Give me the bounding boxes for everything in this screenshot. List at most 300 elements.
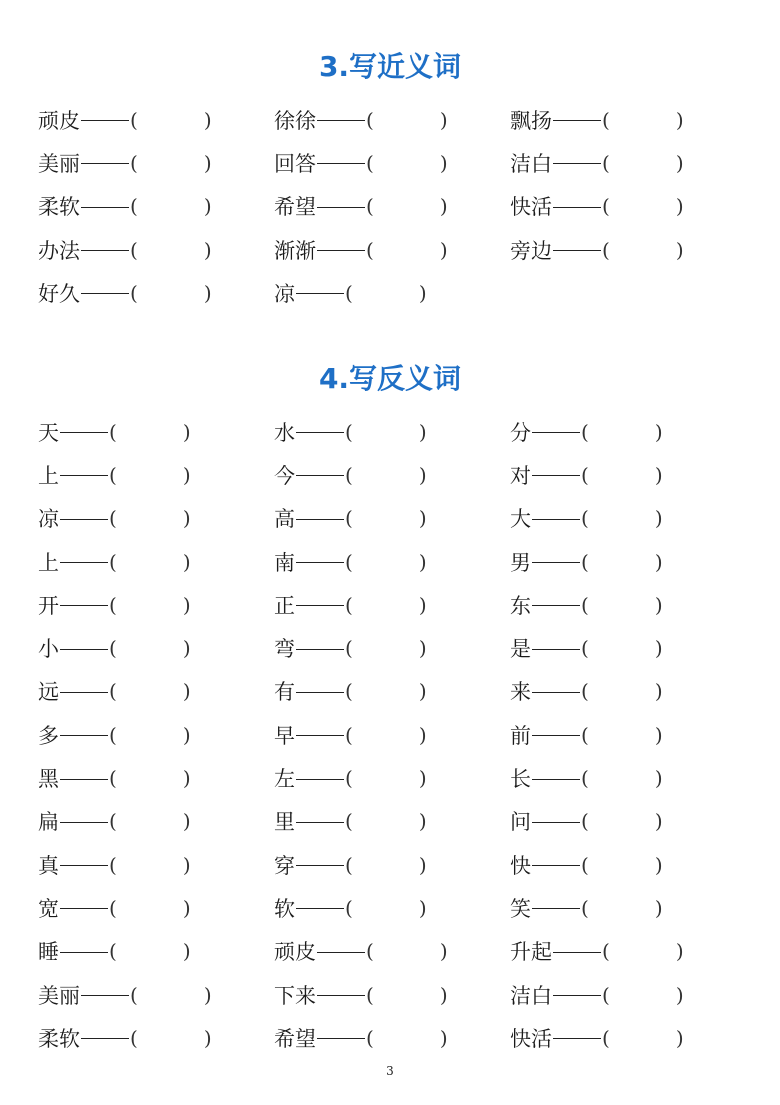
open-paren: (	[130, 107, 138, 132]
close-paren: )	[654, 549, 663, 574]
dash-line	[532, 519, 580, 520]
open-paren: (	[130, 237, 138, 262]
close-paren: )	[418, 809, 427, 834]
prompt-word: 上	[38, 550, 59, 575]
open-paren: (	[109, 722, 117, 747]
exercise-item	[510, 800, 663, 843]
close-paren: )	[675, 1025, 684, 1050]
prompt-word: 天	[38, 420, 59, 445]
open-paren: (	[366, 150, 374, 175]
dash-line	[81, 120, 129, 121]
antonym-exercise-grid	[38, 410, 758, 1059]
prompt-word: 多	[38, 723, 59, 748]
open-paren: (	[109, 462, 117, 487]
close-paren: )	[654, 852, 663, 877]
dash-line	[532, 475, 580, 476]
section-3-title: 3.写近义词	[318, 50, 462, 83]
dash-line	[553, 995, 601, 996]
close-paren: )	[439, 194, 448, 219]
exercise-row	[38, 713, 758, 756]
close-paren: )	[182, 549, 191, 574]
exercise-item	[38, 1016, 212, 1059]
open-paren: (	[345, 506, 353, 531]
close-paren: )	[182, 419, 191, 444]
open-paren: (	[581, 895, 589, 920]
dash-line	[60, 562, 108, 563]
open-paren: (	[581, 592, 589, 617]
close-paren: )	[675, 939, 684, 964]
exercise-item	[274, 228, 448, 271]
open-paren: (	[581, 462, 589, 487]
dash-line	[60, 649, 108, 650]
prompt-word: 软	[274, 896, 295, 921]
close-paren: )	[182, 939, 191, 964]
open-paren: (	[581, 636, 589, 661]
dash-line	[296, 293, 344, 294]
prompt-word: 宽	[38, 896, 59, 921]
dash-line	[317, 163, 365, 164]
prompt-word: 美丽	[38, 983, 80, 1008]
dash-line	[296, 519, 344, 520]
open-paren: (	[366, 1025, 374, 1050]
dash-line	[553, 250, 601, 251]
exercise-item	[274, 583, 427, 626]
exercise-item	[274, 185, 448, 228]
close-paren: )	[418, 592, 427, 617]
open-paren: (	[109, 592, 117, 617]
prompt-word: 飘扬	[510, 108, 552, 133]
close-paren: )	[418, 636, 427, 661]
prompt-word: 是	[510, 637, 531, 662]
prompt-word: 里	[274, 810, 295, 835]
dash-line	[81, 293, 129, 294]
exercise-item	[38, 453, 191, 496]
open-paren: (	[109, 636, 117, 661]
dash-line	[296, 779, 344, 780]
close-paren: )	[418, 679, 427, 704]
dash-line	[296, 865, 344, 866]
exercise-item	[38, 410, 191, 453]
exercise-row	[38, 98, 758, 141]
prompt-word: 顽皮	[38, 108, 80, 133]
exercise-row	[38, 756, 758, 799]
exercise-item	[274, 271, 427, 314]
exercise-item	[38, 626, 191, 669]
exercise-item	[510, 98, 684, 141]
prompt-word: 高	[274, 507, 295, 532]
open-paren: (	[109, 939, 117, 964]
open-paren: (	[581, 549, 589, 574]
dash-line	[532, 865, 580, 866]
close-paren: )	[675, 107, 684, 132]
close-paren: )	[654, 895, 663, 920]
prompt-word: 快	[510, 853, 531, 878]
close-paren: )	[439, 107, 448, 132]
prompt-word: 好久	[38, 281, 80, 306]
dash-line	[296, 735, 344, 736]
exercise-row	[38, 185, 758, 228]
open-paren: (	[602, 107, 610, 132]
close-paren: )	[182, 722, 191, 747]
dash-line	[317, 250, 365, 251]
exercise-item	[510, 141, 684, 184]
prompt-word: 顽皮	[274, 940, 316, 965]
dash-line	[296, 908, 344, 909]
exercise-row	[38, 973, 758, 1016]
exercise-item	[274, 141, 448, 184]
exercise-item	[38, 670, 191, 713]
dash-line	[296, 692, 344, 693]
dash-line	[532, 432, 580, 433]
close-paren: )	[418, 506, 427, 531]
exercise-item	[274, 886, 427, 929]
open-paren: (	[581, 852, 589, 877]
dash-line	[532, 605, 580, 606]
exercise-item	[38, 228, 212, 271]
dash-line	[317, 207, 365, 208]
exercise-item	[38, 930, 191, 973]
close-paren: )	[654, 679, 663, 704]
exercise-row	[38, 843, 758, 886]
open-paren: (	[345, 462, 353, 487]
close-paren: )	[182, 809, 191, 834]
open-paren: (	[109, 679, 117, 704]
prompt-word: 大	[510, 507, 531, 532]
dash-line	[81, 1038, 129, 1039]
prompt-word: 凉	[274, 281, 295, 306]
open-paren: (	[345, 280, 353, 305]
dash-line	[60, 432, 108, 433]
open-paren: (	[366, 107, 374, 132]
close-paren: )	[654, 419, 663, 444]
dash-line	[532, 779, 580, 780]
dash-line	[81, 207, 129, 208]
dash-line	[296, 432, 344, 433]
open-paren: (	[130, 150, 138, 175]
dash-line	[60, 952, 108, 953]
close-paren: )	[439, 982, 448, 1007]
open-paren: (	[109, 809, 117, 834]
open-paren: (	[345, 766, 353, 791]
prompt-word: 黑	[38, 767, 59, 792]
synonym-exercise-grid	[38, 98, 758, 314]
exercise-row	[38, 453, 758, 496]
exercise-item	[274, 800, 427, 843]
prompt-word: 洁白	[510, 151, 552, 176]
prompt-word: 快活	[510, 195, 552, 220]
exercise-item	[274, 98, 448, 141]
exercise-item	[510, 540, 663, 583]
exercise-item	[38, 583, 191, 626]
exercise-item	[510, 756, 663, 799]
open-paren: (	[109, 852, 117, 877]
dash-line	[553, 1038, 601, 1039]
prompt-word: 正	[274, 593, 295, 618]
exercise-row	[38, 271, 758, 314]
open-paren: (	[345, 592, 353, 617]
prompt-word: 来	[510, 680, 531, 705]
dash-line	[553, 163, 601, 164]
exercise-item	[510, 583, 663, 626]
dash-line	[60, 692, 108, 693]
close-paren: )	[675, 150, 684, 175]
open-paren: (	[602, 194, 610, 219]
exercise-item	[274, 453, 427, 496]
dash-line	[532, 692, 580, 693]
close-paren: )	[439, 939, 448, 964]
exercise-row	[38, 583, 758, 626]
dash-line	[317, 120, 365, 121]
close-paren: )	[418, 852, 427, 877]
exercise-item	[510, 453, 663, 496]
prompt-word: 快活	[510, 1026, 552, 1051]
close-paren: )	[418, 722, 427, 747]
dash-line	[296, 822, 344, 823]
open-paren: (	[581, 419, 589, 444]
dash-line	[317, 995, 365, 996]
open-paren: (	[130, 1025, 138, 1050]
open-paren: (	[345, 895, 353, 920]
exercise-item	[274, 1016, 448, 1059]
exercise-item	[510, 228, 684, 271]
close-paren: )	[439, 150, 448, 175]
dash-line	[60, 735, 108, 736]
close-paren: )	[654, 506, 663, 531]
exercise-item	[274, 930, 448, 973]
dash-line	[81, 995, 129, 996]
prompt-word: 男	[510, 550, 531, 575]
close-paren: )	[418, 462, 427, 487]
close-paren: )	[675, 237, 684, 262]
exercise-item	[510, 670, 663, 713]
exercise-item	[510, 497, 663, 540]
close-paren: )	[203, 237, 212, 262]
open-paren: (	[581, 722, 589, 747]
exercise-item	[38, 141, 212, 184]
open-paren: (	[109, 895, 117, 920]
open-paren: (	[581, 766, 589, 791]
close-paren: )	[203, 1025, 212, 1050]
exercise-item	[38, 540, 191, 583]
exercise-item	[274, 497, 427, 540]
exercise-item	[274, 540, 427, 583]
dash-line	[296, 475, 344, 476]
prompt-word: 旁边	[510, 238, 552, 263]
open-paren: (	[109, 419, 117, 444]
close-paren: )	[418, 549, 427, 574]
prompt-word: 对	[510, 463, 531, 488]
open-paren: (	[345, 419, 353, 444]
exercise-row	[38, 626, 758, 669]
exercise-item	[274, 670, 427, 713]
open-paren: (	[109, 506, 117, 531]
prompt-word: 真	[38, 853, 59, 878]
open-paren: (	[345, 809, 353, 834]
close-paren: )	[182, 766, 191, 791]
dash-line	[317, 952, 365, 953]
close-paren: )	[418, 280, 427, 305]
exercise-item	[38, 98, 212, 141]
close-paren: )	[439, 237, 448, 262]
exercise-item	[510, 843, 663, 886]
open-paren: (	[130, 982, 138, 1007]
dash-line	[60, 908, 108, 909]
dash-line	[296, 562, 344, 563]
exercise-item	[510, 185, 684, 228]
exercise-item	[510, 410, 663, 453]
prompt-word: 东	[510, 593, 531, 618]
prompt-word: 升起	[510, 940, 552, 965]
open-paren: (	[602, 1025, 610, 1050]
exercise-item	[274, 410, 427, 453]
dash-line	[553, 120, 601, 121]
dash-line	[60, 865, 108, 866]
close-paren: )	[418, 419, 427, 444]
close-paren: )	[203, 150, 212, 175]
exercise-item	[510, 886, 663, 929]
close-paren: )	[203, 194, 212, 219]
dash-line	[60, 475, 108, 476]
close-paren: )	[203, 982, 212, 1007]
close-paren: )	[182, 592, 191, 617]
exercise-item	[274, 713, 427, 756]
exercise-item	[38, 185, 212, 228]
exercise-item	[510, 973, 684, 1016]
dash-line	[532, 822, 580, 823]
open-paren: (	[345, 636, 353, 661]
close-paren: )	[654, 462, 663, 487]
prompt-word: 分	[510, 420, 531, 445]
open-paren: (	[345, 549, 353, 574]
exercise-row	[38, 497, 758, 540]
open-paren: (	[366, 982, 374, 1007]
exercise-row	[38, 886, 758, 929]
prompt-word: 睡	[38, 940, 59, 965]
dash-line	[60, 779, 108, 780]
dash-line	[532, 562, 580, 563]
open-paren: (	[109, 766, 117, 791]
close-paren: )	[675, 194, 684, 219]
open-paren: (	[581, 679, 589, 704]
exercise-item	[38, 756, 191, 799]
prompt-word: 前	[510, 723, 531, 748]
exercise-row	[38, 141, 758, 184]
open-paren: (	[130, 280, 138, 305]
open-paren: (	[345, 722, 353, 747]
exercise-row	[38, 930, 758, 973]
exercise-item	[38, 800, 191, 843]
dash-line	[81, 250, 129, 251]
dash-line	[317, 1038, 365, 1039]
dash-line	[553, 207, 601, 208]
close-paren: )	[182, 636, 191, 661]
exercise-row	[38, 800, 758, 843]
prompt-word: 问	[510, 810, 531, 835]
close-paren: )	[182, 852, 191, 877]
close-paren: )	[182, 506, 191, 531]
exercise-row	[38, 540, 758, 583]
open-paren: (	[366, 237, 374, 262]
exercise-item	[38, 843, 191, 886]
dash-line	[296, 649, 344, 650]
dash-line	[296, 605, 344, 606]
dash-line	[532, 735, 580, 736]
prompt-word: 长	[510, 767, 531, 792]
open-paren: (	[602, 237, 610, 262]
dash-line	[81, 163, 129, 164]
close-paren: )	[418, 895, 427, 920]
exercise-row	[38, 228, 758, 271]
close-paren: )	[654, 592, 663, 617]
exercise-item	[38, 713, 191, 756]
prompt-word: 徐徐	[274, 108, 316, 133]
close-paren: )	[675, 982, 684, 1007]
section-4-title: 4.写反义词	[318, 362, 462, 395]
prompt-word: 柔软	[38, 195, 80, 220]
prompt-word: 远	[38, 680, 59, 705]
prompt-word: 早	[274, 723, 295, 748]
exercise-item	[510, 713, 663, 756]
exercise-row	[38, 1016, 758, 1059]
exercise-item	[274, 843, 427, 886]
close-paren: )	[182, 679, 191, 704]
prompt-word: 南	[274, 550, 295, 575]
open-paren: (	[109, 549, 117, 574]
dash-line	[553, 952, 601, 953]
prompt-word: 希望	[274, 195, 316, 220]
close-paren: )	[203, 280, 212, 305]
prompt-word: 水	[274, 420, 295, 445]
exercise-row	[38, 410, 758, 453]
exercise-item	[38, 886, 191, 929]
open-paren: (	[602, 982, 610, 1007]
close-paren: )	[203, 107, 212, 132]
open-paren: (	[581, 809, 589, 834]
prompt-word: 开	[38, 593, 59, 618]
close-paren: )	[654, 766, 663, 791]
open-paren: (	[345, 679, 353, 704]
close-paren: )	[439, 1025, 448, 1050]
exercise-item	[510, 626, 663, 669]
open-paren: (	[130, 194, 138, 219]
prompt-word: 办法	[38, 238, 80, 263]
close-paren: )	[654, 636, 663, 661]
dash-line	[60, 605, 108, 606]
prompt-word: 下来	[274, 983, 316, 1008]
close-paren: )	[182, 462, 191, 487]
prompt-word: 柔软	[38, 1026, 80, 1051]
prompt-word: 小	[38, 637, 59, 662]
prompt-word: 有	[274, 680, 295, 705]
prompt-word: 笑	[510, 896, 531, 921]
open-paren: (	[602, 939, 610, 964]
exercise-item	[510, 1016, 684, 1059]
prompt-word: 左	[274, 767, 295, 792]
page-number: 3	[386, 1064, 394, 1078]
open-paren: (	[581, 506, 589, 531]
close-paren: )	[654, 722, 663, 747]
exercise-item	[38, 497, 191, 540]
dash-line	[60, 822, 108, 823]
prompt-word: 今	[274, 463, 295, 488]
open-paren: (	[366, 939, 374, 964]
prompt-word: 希望	[274, 1026, 316, 1051]
dash-line	[532, 908, 580, 909]
dash-line	[60, 519, 108, 520]
exercise-item	[38, 973, 212, 1016]
open-paren: (	[345, 852, 353, 877]
prompt-word: 凉	[38, 507, 59, 532]
